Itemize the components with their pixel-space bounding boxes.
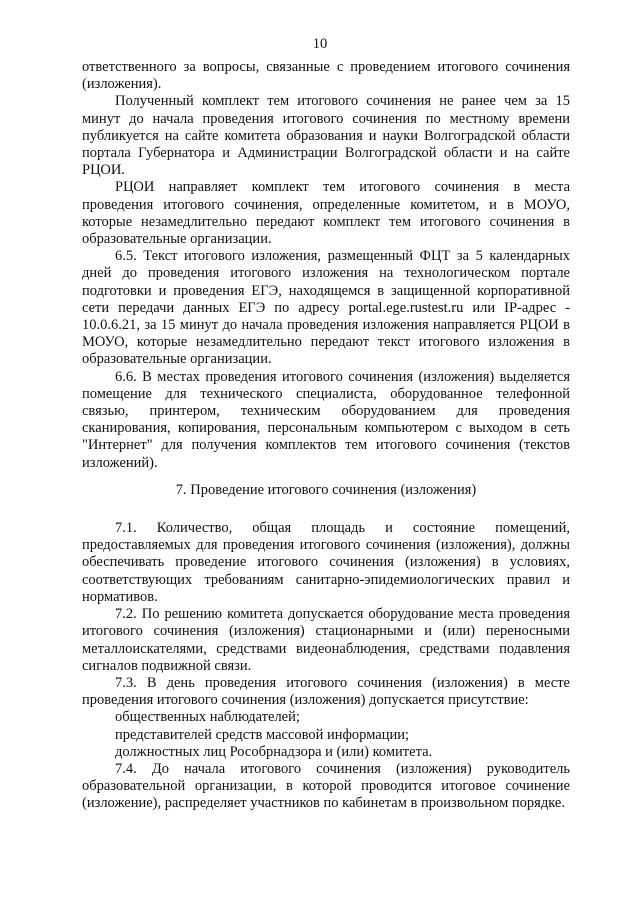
clause-6-5: 6.5. Текст итогового изложения, размещенный ФЦТ за 5 календарных дней до проведения итогового изложения на технологическом портале подготовки и проведения ЕГЭ, находящемся в защищенной корпоративной сети передачи данных ЕГЭ по адресу portal.ege.rustest.ru или IP-адрес - 10.0.6.21, за 15 минут до начала проведения изложения направляется РЦОИ в МОУО, которые незамедлительно передают текст итогового изложения в образовательные организации. bbox=[82, 248, 570, 368]
paragraph-continuation: ответственного за вопросы, связанные с проведением итогового сочинения (изложения). bbox=[82, 59, 570, 93]
list-item-media: представителей средств массовой информации; bbox=[115, 726, 410, 743]
list-item-officials: должностных лиц Рособрнадзора и (или) комитета. bbox=[115, 743, 433, 760]
section-heading: 7. Проведение итогового сочинения (изложения) bbox=[175, 481, 477, 498]
paragraph-theme-publication: Полученный комплект тем итогового сочинения не ранее чем за 15 минут до начала проведения итогового сочинения по местному времени публикуется на сайте комитета образования и науки Волгоградской области портала Губернатора и Администрации Волгоградской области и на сайте РЦОИ. bbox=[82, 93, 570, 179]
clause-7-1: 7.1. Количество, общая площадь и состояние помещений, предоставляемых для проведения итогового сочинения (изложения), должны обеспечивать проведение итогового сочинения (изложения) в условиях, соответствующих требованиям санитарно-эпидемиологических правил и нормативов. bbox=[82, 520, 570, 605]
paragraph-rcoi-distribution: РЦОИ направляет комплект тем итогового сочинения в места проведения итогового сочинения, определенные комитетом, и в МОУО, которые незамедлительно передают комплект тем итогового сочинения в образовательные организации. bbox=[82, 179, 570, 248]
clause-7-3: 7.3. В день проведения итогового сочинения (изложения) в месте проведения итогового сочинения (изложения) допускается присутствие: bbox=[82, 674, 570, 709]
clause-7-2: 7.2. По решению комитета допускается оборудование места проведения итогового сочинения (изложения) стационарными и (или) переносными металлоискателями, средствами видеонаблюдения, средствами подавления сигналов подвижной связи. bbox=[82, 606, 570, 674]
list-item-observers: общественных наблюдателей; bbox=[115, 709, 300, 726]
document-body bbox=[82, 59, 570, 813]
clause-6-6: 6.6. В местах проведения итогового сочинения (изложения) выделяется помещение для технического специалиста, оборудованное телефонной связью, принтером, техническим оборудованием для проведения сканирования, копирования, персональным компьютером с выходом в сеть "Интернет" для получения комплектов тем итогового сочинения (текстов изложений). bbox=[82, 368, 570, 471]
page-number: 10 bbox=[312, 36, 328, 52]
clause-7-4: 7.4. До начала итогового сочинения (изложения) руководитель образовательной организации, в которой проводится итоговое сочинение (изложение), распределяет участников по кабинетам в произвольном порядке. bbox=[82, 760, 570, 812]
